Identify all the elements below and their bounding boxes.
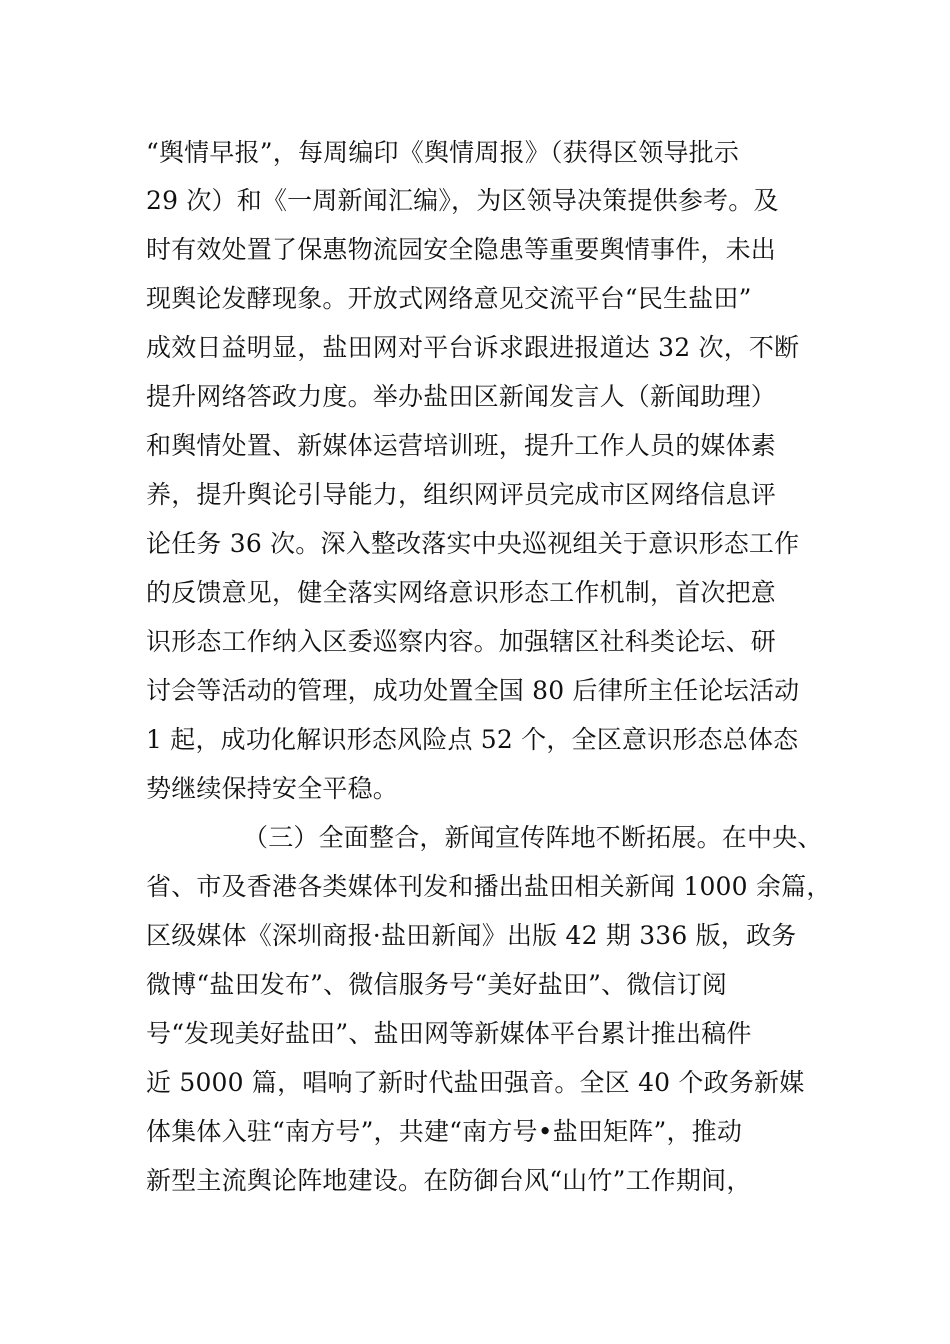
- body-text-line: 识形态工作纳入区委巡察内容。加强辖区社科类论坛、研: [146, 627, 777, 656]
- body-text-line: 和舆情处置、新媒体运营培训班，提升工作人员的媒体素: [146, 431, 777, 460]
- body-text-line: “舆情早报”，每周编印《舆情周报》（获得区领导批示: [146, 138, 740, 167]
- body-text-line: 提升网络答政力度。举办盐田区新闻发言人（新闻助理）: [146, 382, 777, 411]
- body-text-line: 论任务 36 次。深入整改落实中央巡视组关于意识形态工作: [146, 529, 800, 558]
- body-text-line: 体集体入驻“南方号”，共建“南方号•盐田矩阵”，推动: [146, 1117, 743, 1146]
- body-text-line: 讨会等活动的管理，成功处置全国 80 后律所主任论坛活动: [146, 676, 800, 705]
- body-text-line: 区级媒体《深圳商报·盐田新闻》出版 42 期 336 版，政务: [146, 921, 797, 950]
- body-text-line: 成效日益明显，盐田网对平台诉求跟进报道达 32 次，不断: [146, 333, 800, 362]
- body-text-line: 微博“盐田发布”、微信服务号“美好盐田”、微信订阅: [146, 970, 728, 999]
- body-text-line: 养，提升舆论引导能力，组织网评员完成市区网络信息评: [146, 480, 777, 509]
- body-text-line: 势继续保持安全平稳。: [146, 774, 399, 803]
- body-text-line: 1 起，成功化解识形态风险点 52 个，全区意识形态总体态: [146, 725, 799, 754]
- body-text-line: 号“发现美好盐田”、盐田网等新媒体平台累计推出稿件: [146, 1019, 752, 1048]
- body-text-line: 29 次）和《一周新闻汇编》，为区领导决策提供参考。及: [146, 186, 779, 215]
- section-heading-line: （三）全面整合，新闻宣传阵地不断拓展。在中央、: [243, 823, 823, 852]
- body-text-line: 的反馈意见，健全落实网络意识形态工作机制，首次把意: [146, 578, 777, 607]
- body-text-line: 现舆论发酵现象。开放式网络意见交流平台“民生盐田”: [146, 284, 752, 313]
- body-text-line: 时有效处置了保惠物流园安全隐患等重要舆情事件，未出: [146, 235, 777, 264]
- body-text-line: 省、市及香港各类媒体刊发和播出盐田相关新闻 1000 余篇，: [146, 872, 832, 901]
- body-text-line: 新型主流舆论阵地建设。在防御台风“山竹”工作期间，: [146, 1166, 752, 1195]
- body-text-line: 近 5000 篇，唱响了新时代盐田强音。全区 40 个政务新媒: [146, 1068, 805, 1097]
